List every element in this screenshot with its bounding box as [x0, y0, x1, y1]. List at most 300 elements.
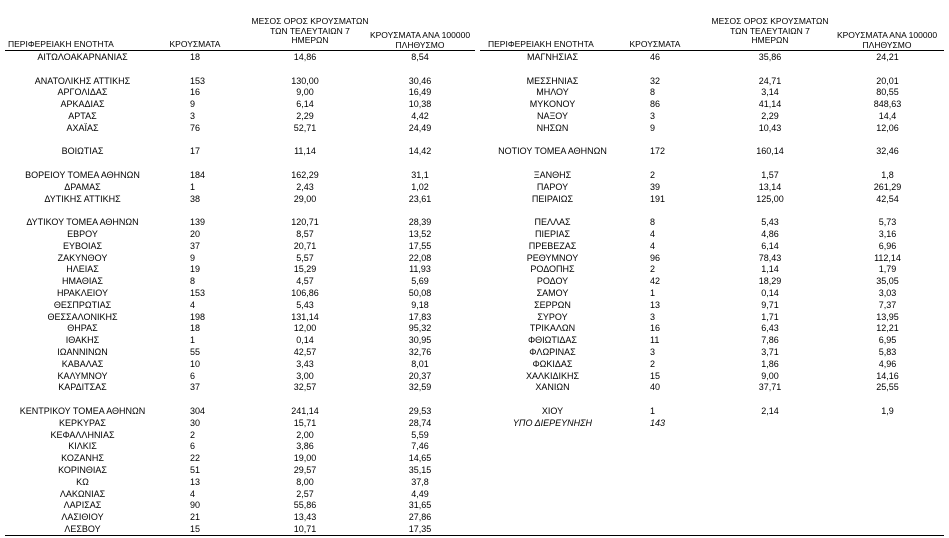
cases-cell: 1: [190, 181, 196, 192]
header-region: ΠΕΡΙΦΕΡΕΙΑΚΗ ΕΝΟΤΗΤΑ: [488, 39, 594, 49]
region-cell: ΒΟΡΕΙΟΥ ΤΟΜΕΑ ΑΘΗΝΩΝ: [25, 170, 140, 180]
region-cell: ΝΗΣΩΝ: [536, 122, 569, 133]
avg-cell: 120,71: [291, 217, 319, 228]
avg-cell: 1,71: [761, 311, 779, 322]
avg-cell: 6,43: [761, 323, 779, 334]
region-cell: ΑΧΑΪΑΣ: [66, 122, 99, 133]
cases-cell: 143: [650, 417, 666, 428]
per100k-cell: 5,83: [878, 347, 897, 357]
region-cell: ΑΡΚΑΔΙΑΣ: [60, 99, 105, 110]
avg-cell: 37,71: [758, 382, 782, 393]
table-row: [480, 252, 949, 264]
table-row: [0, 134, 480, 146]
table-row: [0, 346, 480, 358]
avg-cell: 130,00: [291, 75, 319, 86]
cases-cell: 3: [190, 111, 196, 121]
avg-cell: 2,29: [761, 111, 779, 121]
cases-cell: 198: [190, 311, 206, 322]
region-cell: ΣΑΜΟΥ: [536, 288, 569, 298]
per100k-cell: 112,14: [874, 252, 901, 263]
cases-cell: 37: [190, 240, 201, 251]
per100k-cell: 29,53: [408, 406, 432, 416]
per100k-cell: 12,21: [876, 323, 899, 334]
region-cell: ΚΑΛΥΜΝΟΥ: [57, 370, 108, 381]
region-cell: ΒΟΙΩΤΙΑΣ: [61, 146, 104, 157]
per100k-cell: 42,54: [876, 193, 899, 204]
table-row: [480, 322, 949, 334]
per100k-cell: 24,49: [408, 122, 432, 133]
table-row: [480, 334, 949, 346]
region-cell: ΠΡΕΒΕΖΑΣ: [528, 240, 577, 251]
avg-cell: 29,57: [293, 465, 317, 475]
header-cases: ΚΡΟΥΣΜΑΤΑ: [629, 39, 681, 49]
table-row: [480, 381, 949, 393]
avg-cell: 5,43: [761, 217, 779, 228]
table-row: [0, 193, 480, 205]
per100k-cell: 5,69: [411, 276, 429, 287]
cases-cell: 39: [650, 181, 661, 192]
avg-cell: 15,29: [293, 264, 317, 275]
table-row: [480, 122, 949, 134]
per100k-cell: 1,79: [878, 264, 897, 275]
table-row: [0, 476, 480, 488]
avg-cell: 52,71: [293, 122, 317, 133]
cases-cell: 18: [190, 52, 201, 62]
region-cell: ΛΑΚΩΝΙΑΣ: [59, 488, 106, 499]
region-cell: ΑΡΤΑΣ: [68, 111, 97, 121]
per100k-cell: 17,83: [408, 311, 432, 322]
table-row: [0, 440, 480, 452]
avg-cell: 15,71: [293, 417, 317, 428]
cases-cell: 40: [650, 382, 661, 393]
avg-cell: 131,14: [291, 311, 319, 322]
cases-cell: 30: [190, 417, 201, 428]
table-row: [0, 511, 480, 523]
table-row: [480, 346, 949, 358]
region-cell: ΚΩ: [76, 476, 89, 487]
table-row: [0, 287, 480, 299]
region-cell: ΜΗΛΟΥ: [536, 87, 569, 98]
per100k-cell: 14,4: [878, 111, 897, 121]
per100k-cell: 8,01: [411, 358, 429, 369]
cases-cell: 17: [190, 146, 201, 157]
per100k-cell: 1,02: [411, 181, 429, 192]
avg-cell: 241,14: [291, 406, 319, 416]
region-cell: ΜΥΚΟΝΟΥ: [529, 99, 576, 110]
region-cell: ΝΟΤΙΟΥ ΤΟΜΕΑ ΑΘΗΝΩΝ: [498, 146, 607, 157]
region-cell: ΔΥΤΙΚΟΥ ΤΟΜΕΑ ΑΘΗΝΩΝ: [26, 217, 139, 228]
table-row: [480, 193, 949, 205]
region-cell: ΡΟΔΟΥ: [536, 276, 569, 287]
per100k-cell: 20,37: [408, 370, 432, 381]
table-row: [0, 75, 480, 87]
cases-cell: 3: [650, 111, 656, 121]
avg-cell: 32,57: [293, 382, 317, 393]
cases-cell: 55: [190, 347, 201, 357]
per100k-cell: 31,65: [408, 500, 432, 511]
cases-cell: 8: [190, 276, 196, 287]
header-cases: ΚΡΟΥΣΜΑΤΑ: [169, 39, 221, 49]
region-cell: ΗΡΑΚΛΕΙΟΥ: [56, 288, 109, 298]
region-cell: ΠΙΕΡΙΑΣ: [534, 229, 571, 239]
table-row: [0, 334, 480, 346]
table-row: [0, 311, 480, 323]
cases-cell: 4: [650, 240, 656, 251]
cases-cell: 139: [190, 217, 206, 228]
avg-cell: 3,43: [296, 358, 314, 369]
avg-cell: 106,86: [291, 288, 319, 298]
per100k-cell: 16,49: [408, 87, 432, 98]
cases-cell: 9: [650, 122, 656, 133]
cases-cell: 86: [650, 99, 661, 110]
avg-cell: 19,00: [293, 453, 317, 464]
avg-cell: 3,14: [761, 87, 779, 98]
table-row: [0, 275, 480, 287]
table-row: [480, 393, 949, 405]
per100k-cell: 4,49: [411, 488, 429, 499]
per100k-cell: 1,9: [881, 406, 894, 416]
region-cell: ΤΡΙΚΑΛΩΝ: [529, 323, 576, 334]
table-row: [0, 358, 480, 370]
avg-cell: 5,57: [296, 252, 314, 263]
avg-cell: 1,14: [761, 264, 779, 275]
region-cell: ΥΠΟ ΔΙΕΡΕΥΝΗΣΗ: [512, 417, 593, 428]
cases-cell: 3: [650, 311, 656, 322]
table-row: [480, 98, 949, 110]
table-row: [480, 204, 949, 216]
per100k-cell: 37,8: [411, 476, 429, 487]
region-cell: ΙΩΑΝΝΙΝΩΝ: [57, 347, 108, 357]
region-cell: ΚΑΡΔΙΤΣΑΣ: [58, 382, 107, 393]
table-row: [0, 145, 480, 157]
cases-cell: 96: [650, 252, 661, 263]
table-row: [0, 157, 480, 169]
right-table-header: [480, 0, 949, 50]
region-cell: ΚΕΝΤΡΙΚΟΥ ΤΟΜΕΑ ΑΘΗΝΩΝ: [19, 406, 146, 416]
avg-cell: 78,43: [758, 252, 782, 263]
region-cell: ΚΟΖΑΝΗΣ: [61, 453, 104, 464]
avg-cell: 4,57: [296, 276, 314, 287]
table-row: [480, 86, 949, 98]
table-row: [0, 110, 480, 122]
region-cell: ΜΑΓΝΗΣΙΑΣ: [526, 52, 579, 62]
cases-cell: 21: [190, 512, 201, 523]
per100k-cell: 3,16: [878, 229, 897, 239]
per100k-cell: 20,01: [876, 75, 899, 86]
per100k-cell: 30,46: [408, 75, 432, 86]
avg-cell: 2,00: [296, 429, 314, 440]
cases-cell: 13: [190, 476, 201, 487]
cases-cell: 2: [650, 358, 656, 369]
per100k-cell: 3,03: [878, 288, 897, 298]
per100k-cell: 7,37: [878, 299, 897, 310]
table-row: [0, 299, 480, 311]
per100k-cell: 10,38: [408, 99, 432, 110]
per100k-cell: 80,55: [876, 87, 899, 98]
region-cell: ΦΘΙΩΤΙΔΑΣ: [528, 335, 577, 346]
per100k-cell: 11,93: [409, 264, 431, 275]
per100k-cell: 1,8: [881, 170, 894, 180]
table-row: [0, 499, 480, 511]
table-row: [480, 287, 949, 299]
cases-cell: 8: [650, 217, 656, 228]
region-cell: ΡΟΔΟΠΗΣ: [530, 264, 575, 275]
cases-cell: 16: [190, 87, 201, 98]
region-cell: ΛΕΣΒΟΥ: [64, 524, 101, 534]
cases-cell: 184: [190, 170, 206, 180]
avg-cell: 3,00: [296, 370, 314, 381]
region-cell: ΧΙΟΥ: [541, 406, 564, 416]
region-cell: ΚΙΛΚΙΣ: [68, 441, 97, 452]
region-cell: ΦΛΩΡΙΝΑΣ: [529, 347, 576, 357]
cases-cell: 172: [650, 146, 666, 157]
cases-cell: 4: [650, 229, 656, 239]
avg-cell: 18,29: [758, 276, 782, 287]
avg-cell: 160,14: [756, 146, 784, 157]
per100k-cell: 13,52: [408, 229, 432, 239]
table-row: [480, 275, 949, 287]
table-row: [480, 75, 949, 87]
avg-cell: 42,57: [293, 347, 317, 357]
region-cell: ΘΕΣΠΡΩΤΙΑΣ: [53, 299, 112, 310]
cases-cell: 6: [190, 441, 196, 452]
region-cell: ΝΑΞΟΥ: [536, 111, 569, 121]
region-cell: ΛΑΡΙΣΑΣ: [63, 500, 102, 511]
cases-cell: 51: [190, 465, 201, 475]
region-cell: ΚΟΡΙΝΘΙΑΣ: [58, 465, 107, 475]
avg-cell: 35,86: [758, 52, 782, 62]
cases-cell: 18: [190, 323, 201, 334]
region-cell: ΧΑΛΚΙΔΙΚΗΣ: [525, 370, 580, 381]
per100k-cell: 22,08: [408, 252, 432, 263]
avg-cell: 12,00: [293, 323, 317, 334]
per100k-cell: 27,86: [408, 512, 432, 523]
per100k-cell: 8,54: [411, 52, 429, 62]
table-row: [0, 98, 480, 110]
per100k-cell: 17,55: [408, 240, 432, 251]
avg-cell: 13,14: [758, 181, 782, 192]
cases-cell: 11: [650, 335, 660, 346]
region-cell: ΕΥΒΟΙΑΣ: [62, 240, 103, 251]
region-cell: ΠΕΛΛΑΣ: [534, 217, 571, 228]
cases-cell: 1: [190, 335, 196, 346]
cases-cell: 3: [650, 347, 656, 357]
region-cell: ΛΑΣΙΘΙΟΥ: [61, 512, 104, 523]
region-cell: ΡΕΘΥΜΝΟΥ: [526, 252, 579, 263]
avg-cell: 2,43: [296, 181, 314, 192]
cases-cell: 6: [190, 370, 196, 381]
avg-cell: 13,43: [293, 512, 317, 523]
table-row: [480, 216, 949, 228]
cases-cell: 32: [650, 75, 661, 86]
per100k-cell: 35,15: [408, 465, 432, 475]
region-cell: ΧΑΝΙΩΝ: [535, 382, 570, 393]
per100k-cell: 5,59: [411, 429, 429, 440]
avg-cell: 2,14: [761, 406, 779, 416]
avg-cell: 20,71: [293, 240, 317, 251]
region-cell: ΗΜΑΘΙΑΣ: [62, 276, 103, 287]
table-row: [0, 464, 480, 476]
per100k-cell: 95,32: [408, 323, 432, 334]
cases-cell: 153: [190, 288, 206, 298]
per100k-cell: 50,08: [408, 288, 432, 298]
header-per100k: ΚΡΟΥΣΜΑΤΑ ΑΝΑ 100000 ΠΛΗΘΥΣΜΟ: [369, 30, 471, 50]
table-row: [0, 86, 480, 98]
bottom-rule: [5, 535, 944, 536]
table-row: [480, 134, 949, 146]
per100k-cell: 5,73: [878, 217, 897, 228]
avg-cell: 3,71: [761, 347, 779, 357]
cases-cell: 2: [650, 264, 656, 275]
per100k-cell: 261,29: [873, 181, 902, 192]
table-row: [0, 181, 480, 193]
per100k-cell: 12,06: [876, 122, 899, 133]
table-row: [0, 122, 480, 134]
region-cell: ΣΕΡΡΩΝ: [534, 299, 571, 310]
cases-cell: 2: [650, 170, 656, 180]
per100k-cell: 25,55: [876, 382, 899, 393]
header-avg: ΜΕΣΟΣ ΟΡΟΣ ΚΡΟΥΣΜΑΤΩΝ ΤΩΝ ΤΕΛΕΥΤΑΙΩΝ 7 ΗΜΕΡΩΝ: [711, 16, 829, 45]
cases-cell: 42: [650, 276, 661, 287]
table-row: [0, 228, 480, 240]
table-row: [480, 63, 949, 75]
avg-cell: 162,29: [291, 170, 319, 180]
region-cell: ΘΗΡΑΣ: [67, 323, 98, 334]
avg-cell: 1,57: [761, 170, 779, 180]
avg-cell: 3,86: [296, 441, 314, 452]
per100k-cell: 32,76: [408, 347, 432, 357]
per100k-cell: 7,46: [411, 441, 429, 452]
cases-cell: 20: [190, 229, 201, 239]
cases-cell: 304: [190, 406, 206, 416]
avg-cell: 29,00: [293, 193, 317, 204]
per100k-cell: 32,46: [876, 146, 899, 157]
avg-cell: 9,71: [761, 299, 779, 310]
per100k-cell: 4,42: [411, 111, 429, 121]
avg-cell: 125,00: [756, 193, 784, 204]
region-cell: ΔΡΑΜΑΣ: [64, 181, 101, 192]
table-row: [0, 429, 480, 441]
avg-cell: 41,14: [758, 99, 782, 110]
region-cell: ΣΥΡΟΥ: [537, 311, 568, 322]
per100k-cell: 28,74: [408, 417, 432, 428]
region-cell: ΗΛΕΙΑΣ: [66, 264, 99, 275]
table-row: [480, 358, 949, 370]
avg-cell: 9,00: [761, 370, 779, 381]
table-row: [480, 51, 949, 63]
table-row: [0, 322, 480, 334]
cases-cell: 19: [190, 264, 201, 275]
table-row: [0, 252, 480, 264]
region-cell: ΚΑΒΑΛΑΣ: [61, 358, 104, 369]
region-cell: ΠΑΡΟΥ: [536, 181, 569, 192]
cases-cell: 9: [190, 252, 196, 263]
avg-cell: 24,71: [758, 75, 782, 86]
cases-cell: 76: [190, 122, 201, 133]
cases-cell: 46: [650, 52, 661, 62]
table-row: [0, 63, 480, 75]
table-row: [480, 110, 949, 122]
table-row: [0, 393, 480, 405]
table-row: [0, 488, 480, 500]
cases-cell: 4: [190, 299, 196, 310]
per100k-cell: 17,35: [408, 524, 432, 534]
cases-cell: 10: [190, 358, 201, 369]
table-row: [480, 311, 949, 323]
table-row: [0, 169, 480, 181]
table-row: [0, 370, 480, 382]
cases-cell: 1: [650, 288, 656, 298]
table-row: [480, 240, 949, 252]
per100k-cell: 9,18: [411, 299, 429, 310]
avg-cell: 0,14: [761, 288, 779, 298]
table-row: [480, 181, 949, 193]
header-per100k: ΚΡΟΥΣΜΑΤΑ ΑΝΑ 100000 ΠΛΗΘΥΣΜΟ: [836, 30, 938, 50]
table-row: [0, 452, 480, 464]
avg-cell: 6,14: [761, 240, 779, 251]
table-row: [0, 417, 480, 429]
table-row: [480, 145, 949, 157]
cases-cell: 4: [190, 488, 196, 499]
table-row: [480, 169, 949, 181]
avg-cell: 2,29: [296, 111, 314, 121]
avg-cell: 8,00: [296, 476, 314, 487]
table-row: [0, 405, 480, 417]
cases-cell: 1: [650, 406, 656, 416]
region-cell: ΞΑΝΘΗΣ: [533, 170, 572, 180]
avg-cell: 14,86: [293, 52, 317, 62]
per100k-cell: 31,1: [411, 170, 429, 180]
region-cell: ΕΒΡΟΥ: [67, 229, 98, 239]
table-row: [480, 417, 949, 429]
region-cell: ΘΕΣΣΑΛΟΝΙΚΗΣ: [47, 311, 118, 322]
table-row: [0, 381, 480, 393]
table-row: [480, 263, 949, 275]
avg-cell: 4,86: [761, 229, 779, 239]
cases-cell: 16: [650, 323, 661, 334]
cases-cell: 153: [190, 75, 206, 86]
per100k-cell: 28,39: [408, 217, 432, 228]
region-cell: ΚΕΡΚΥΡΑΣ: [59, 417, 106, 428]
cases-cell: 2: [190, 429, 196, 440]
cases-cell: 37: [190, 382, 201, 393]
avg-cell: 9,00: [296, 87, 314, 98]
table-row: [480, 405, 949, 417]
region-cell: ΙΘΑΚΗΣ: [65, 335, 100, 346]
avg-cell: 10,43: [758, 122, 782, 133]
avg-cell: 2,57: [296, 488, 314, 499]
avg-cell: 11,14: [294, 146, 316, 157]
table-row: [0, 51, 480, 63]
region-cell: ΔΥΤΙΚΗΣ ΑΤΤΙΚΗΣ: [44, 193, 121, 204]
avg-cell: 55,86: [293, 500, 317, 511]
per100k-cell: 35,05: [876, 276, 899, 287]
per100k-cell: 14,65: [408, 453, 432, 464]
avg-cell: 5,43: [296, 299, 314, 310]
table-row: [480, 157, 949, 169]
region-cell: ΑΝΑΤΟΛΙΚΗΣ ΑΤΤΙΚΗΣ: [34, 75, 131, 86]
per100k-cell: 32,59: [408, 382, 432, 393]
cases-cell: 22: [190, 453, 201, 464]
cases-cell: 13: [650, 299, 661, 310]
avg-cell: 0,14: [296, 335, 314, 346]
table-row: [480, 299, 949, 311]
cases-cell: 15: [190, 524, 201, 534]
header-region: ΠΕΡΙΦΕΡΕΙΑΚΗ ΕΝΟΤΗΤΑ: [8, 39, 114, 49]
per100k-cell: 848,63: [873, 99, 902, 110]
table-row: [0, 263, 480, 275]
header-avg: ΜΕΣΟΣ ΟΡΟΣ ΚΡΟΥΣΜΑΤΩΝ ΤΩΝ ΤΕΛΕΥΤΑΙΩΝ 7 ΗΜΕΡΩΝ: [251, 16, 369, 45]
